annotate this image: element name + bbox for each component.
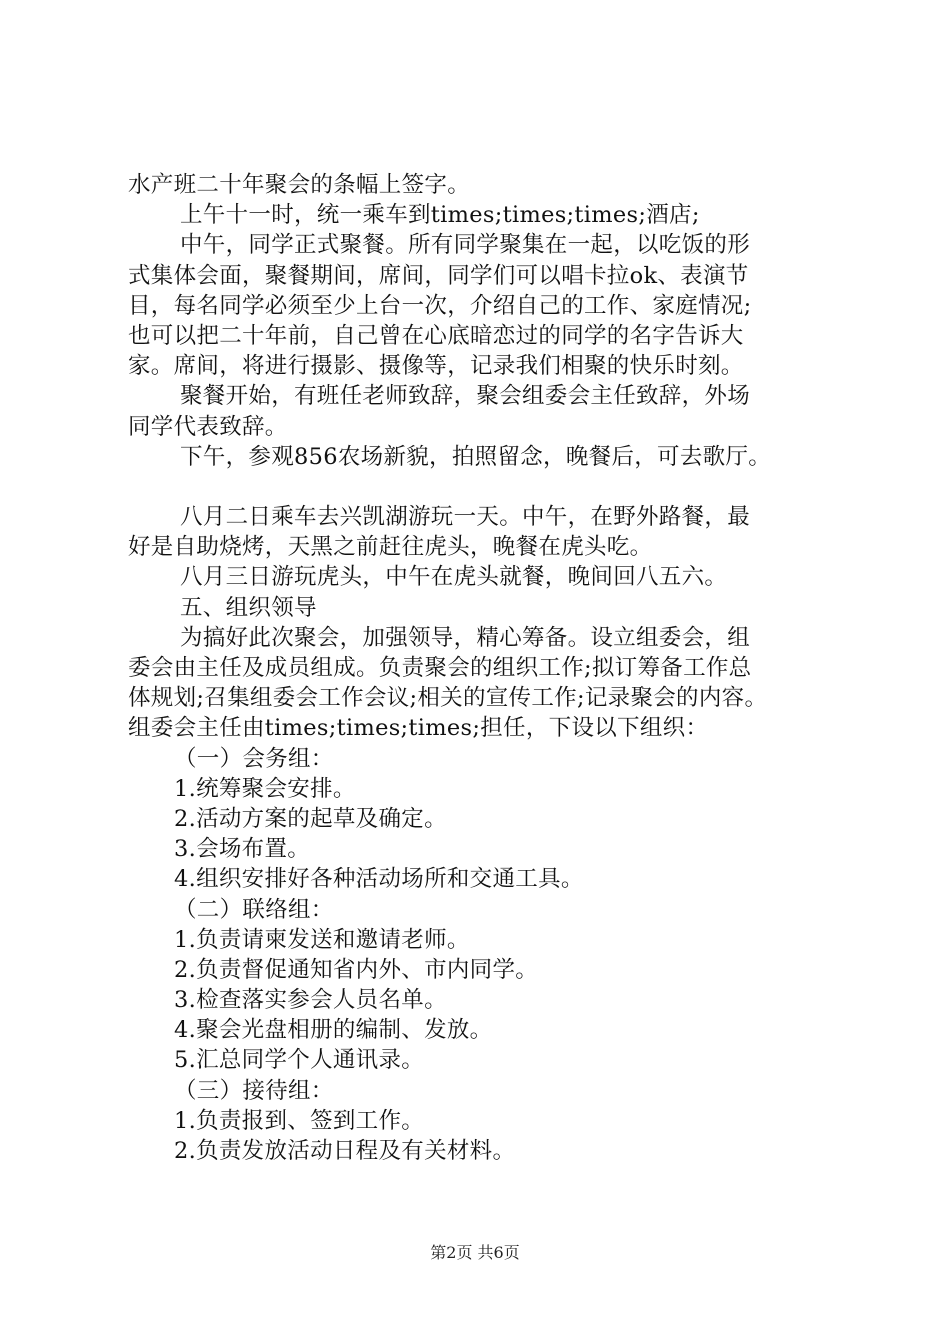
- text-line: 也可以把二十年前，自己曾在心底暗恋过的同学的名字告诉大: [128, 322, 744, 349]
- list-item: 1.负责请柬发送和邀请老师。: [174, 926, 470, 953]
- list-item: 1.负责报到、签到工作。: [174, 1107, 425, 1134]
- text-line: 为搞好此次聚会，加强领导，精心筹备。设立组委会，组: [180, 624, 751, 651]
- list-item: 4.聚会光盘相册的编制、发放。: [174, 1017, 493, 1044]
- list-item: 2.负责督促通知省内外、市内同学。: [174, 956, 539, 983]
- text-line: 八月二日乘车去兴凯湖游玩一天。中午，在野外路餐，最: [180, 504, 751, 531]
- subsection-heading: （一）会务组：: [174, 745, 334, 772]
- text-line: 同学代表致辞。: [128, 413, 288, 440]
- text-line: 下午，参观856农场新貌，拍照留念，晚餐后，可去歌厅。: [180, 443, 772, 470]
- subsection-heading: （二）联络组：: [174, 896, 334, 923]
- text-line: 中午，同学正式聚餐。所有同学聚集在一起，以吃饭的形: [180, 232, 751, 259]
- text-line: 组委会主任由times;times;times;担任，下设以下组织：: [128, 715, 709, 742]
- subsection-heading: （三）接待组：: [174, 1077, 334, 1104]
- list-item: 3.会场布置。: [174, 836, 311, 863]
- list-item: 1.统筹聚会安排。: [174, 775, 356, 802]
- text-line: 委会由主任及成员组成。负责聚会的组织工作;拟订筹备工作总: [128, 655, 752, 681]
- text-line: 上午十一时，统一乘车到times;times;times;酒店;: [180, 202, 700, 229]
- section-heading: 五、组织领导: [180, 594, 317, 621]
- page-number-footer: 第2页 共6页: [430, 1243, 520, 1262]
- list-item: 5.汇总同学个人通讯录。: [174, 1047, 425, 1074]
- text-line: 八月三日游玩虎头，中午在虎头就餐，晚间回八五六。: [180, 564, 728, 591]
- text-line: 式集体会面，聚餐期间，席间，同学们可以唱卡拉ok、表演节: [128, 262, 749, 289]
- text-line: 好是自助烧烤，天黑之前赶往虎头，晚餐在虎头吃。: [128, 534, 653, 561]
- list-item: 4.组织安排好各种活动场所和交通工具。: [174, 866, 584, 893]
- text-line: 聚餐开始，有班任老师致辞，聚会组委会主任致辞，外场: [180, 383, 751, 410]
- paragraph-gap: [128, 472, 840, 502]
- document-body: [128, 170, 840, 1166]
- list-item: 2.负责发放活动日程及有关材料。: [174, 1138, 516, 1164]
- list-item: 3.检查落实参会人员名单。: [174, 987, 447, 1014]
- list-item: 2.活动方案的起草及确定。: [174, 805, 447, 832]
- text-line: 目，每名同学必须至少上台一次，介绍自己的工作、家庭情况;: [128, 292, 752, 319]
- text-line: 水产班二十年聚会的条幅上签字。: [128, 172, 471, 198]
- text-line: 体规划;召集组委会工作会议;相关的宣传工作;记录聚会的内容。: [128, 685, 768, 712]
- text-line: 家。席间，将进行摄影、摄像等，记录我们相聚的快乐时刻。: [128, 353, 744, 380]
